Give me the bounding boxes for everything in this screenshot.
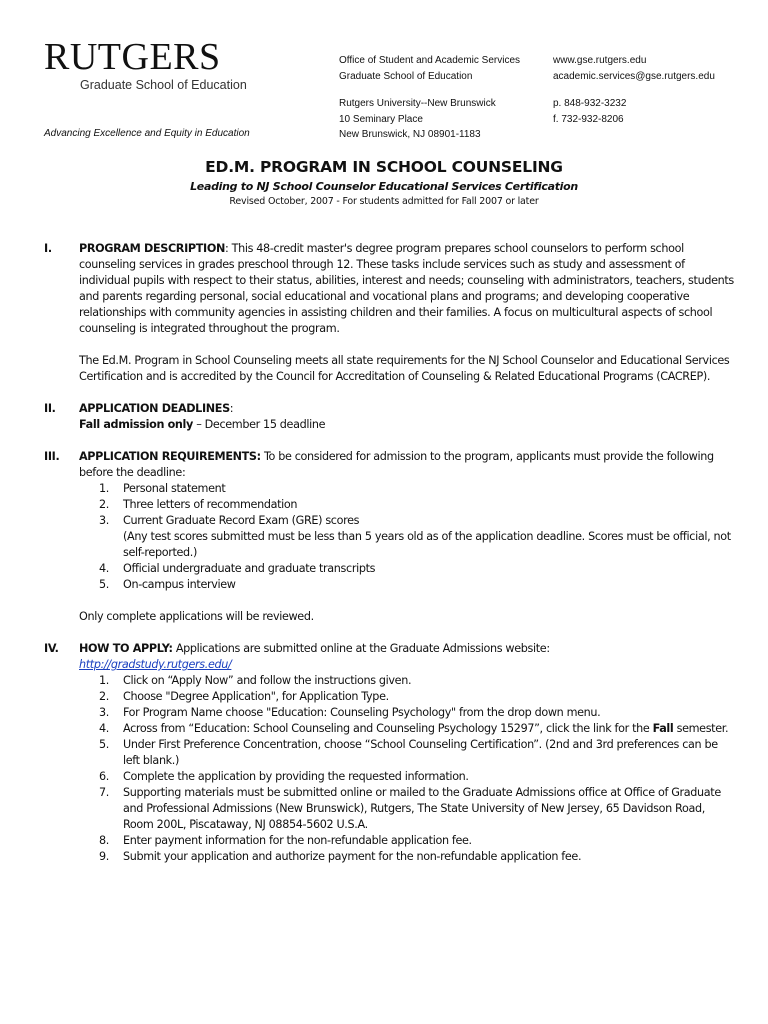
phone-line: p. 848-932-3232 <box>553 98 627 109</box>
link-line <box>79 657 734 673</box>
closing-note: Only complete applications will be reviewed. <box>79 610 314 623</box>
section-heading: APPLICATION REQUIREMENTS: <box>79 450 261 463</box>
section-heading: APPLICATION DEADLINES <box>79 402 230 415</box>
list-item: 1. Personal statement <box>99 482 226 495</box>
list-item: 1. Click on “Apply Now” and follow the instructions given. <box>99 674 412 687</box>
office-line: Office of Student and Academic Services <box>339 55 521 66</box>
logo-wordmark: RUTGERS <box>44 36 221 78</box>
list-item: 3. For Program Name choose "Education: Counseling Psychology" from the drop down menu. <box>99 706 601 719</box>
heading-colon: : <box>229 402 234 415</box>
section-program-description <box>44 241 734 385</box>
section-text: To be considered for admission to the program, applicants must provide the following before the deadline: <box>79 450 714 479</box>
document-subtitle: Leading to NJ School Counselor Educational Services Certification <box>190 180 578 193</box>
office-block <box>339 53 520 84</box>
section-number: III. <box>44 450 60 463</box>
address-line: Rutgers University--New Brunswick <box>339 98 496 109</box>
list-item: 8. Enter payment information for the non-refundable application fee. <box>99 834 472 847</box>
list-item: 4. Official undergraduate and graduate transcripts <box>99 562 376 575</box>
revision-note: Revised October, 2007 - For students admitted for Fall 2007 or later <box>229 196 539 207</box>
gradstudy-link[interactable]: http://gradstudy.rutgers.edu/ <box>79 658 232 671</box>
document-title: ED.M. PROGRAM IN SCHOOL COUNSELING <box>205 158 563 176</box>
address-line: 10 Seminary Place <box>339 113 423 125</box>
fax-line: f. 732-932-8206 <box>553 113 624 125</box>
phone-block <box>553 96 626 127</box>
section-application-requirements <box>44 449 734 625</box>
list-item: 9. Submit your application and authorize payment for the non-refundable application fee. <box>99 850 582 863</box>
section-text: Applications are submitted online at the Graduate Admissions website: <box>172 642 550 655</box>
section-paragraph <box>79 449 734 481</box>
list-item: 7. Supporting materials must be submitted online or mailed to the Graduate Admissions office at Office of Graduate and Professional Admissions (New Brunswick), Rutgers, The State University of New Jersey, 65 Davidson Road, Room 200L, Piscataway, NJ 08854-5602 U.S.A. <box>99 786 721 831</box>
fall-bold: Fall <box>652 722 674 735</box>
section-paragraph <box>79 401 734 417</box>
section-number: IV. <box>44 642 59 655</box>
list-item: 3. Current Graduate Record Exam (GRE) scores (Any test scores submitted must be less than 5 years old as of the application deadline. Scores must be official, not self-reported.) <box>99 514 731 559</box>
gre-note: (Any test scores submitted must be less than 5 years old as of the application deadline. Scores must be official, not self-reported.) <box>123 530 731 559</box>
list-item: 5. On-campus interview <box>99 578 236 591</box>
list-item: 5. Under First Preference Concentration, choose “School Counseling Certification”. (2nd and 3rd preferences can be left blank.) <box>99 738 718 767</box>
address-block <box>339 96 496 143</box>
fall-admission-label: Fall admission only <box>79 418 193 431</box>
rutgers-logo <box>44 38 247 92</box>
logo-subtitle: Graduate School of Education <box>80 78 247 92</box>
section-paragraph: The Ed.M. Program in School Counseling meets all state requirements for the NJ School Counselor and Educational Services Certification and is accredited by the Council for Accreditation of Counseling & Related Educational Programs (CACREP). <box>79 354 730 383</box>
list-item: 4. Across from “Education: School Counseling and Counseling Psychology 15297”, click the link for the Fall semester. <box>99 722 729 735</box>
section-text: : This 48-credit master's degree program prepares school counselors to perform school counseling services in grades preschool through 12. These tasks include services such as study and assessment of individual pupils with respect to their status, abilities, interest and needs; counseling with administrators, teachers, students and parents regarding personal, social educational and vocational plans and programs; and developing cooperative relationships with community agencies in assisting children and their families. A focus on multicultural aspects of school counseling is integrated throughout the program. <box>79 242 734 335</box>
deadline-text: – December 15 deadline <box>192 418 326 431</box>
section-application-deadlines <box>44 401 734 433</box>
apply-steps-list <box>79 673 734 865</box>
section-how-to-apply <box>44 641 734 865</box>
section-paragraph <box>79 241 734 337</box>
office-line: Graduate School of Education <box>339 70 473 82</box>
list-item: 2. Three letters of recommendation <box>99 498 298 511</box>
address-line: New Brunswick, NJ 08901-1183 <box>339 129 481 140</box>
section-number: II. <box>44 402 56 415</box>
list-item: 2. Choose "Degree Application", for Application Type. <box>99 690 389 703</box>
section-paragraph <box>79 641 734 657</box>
website-link[interactable]: www.gse.rutgers.edu <box>553 55 647 66</box>
section-heading: HOW TO APPLY: <box>79 642 173 655</box>
section-number: I. <box>44 242 52 255</box>
requirements-list <box>79 481 734 593</box>
section-heading: PROGRAM DESCRIPTION <box>79 242 225 255</box>
list-item: 6. Complete the application by providing the requested information. <box>99 770 469 783</box>
deadline-line <box>79 417 734 433</box>
web-block <box>553 53 715 84</box>
email-link[interactable]: academic.services@gse.rutgers.edu <box>553 70 715 82</box>
document-body <box>44 241 734 865</box>
tagline: Advancing Excellence and Equity in Education <box>44 128 250 139</box>
